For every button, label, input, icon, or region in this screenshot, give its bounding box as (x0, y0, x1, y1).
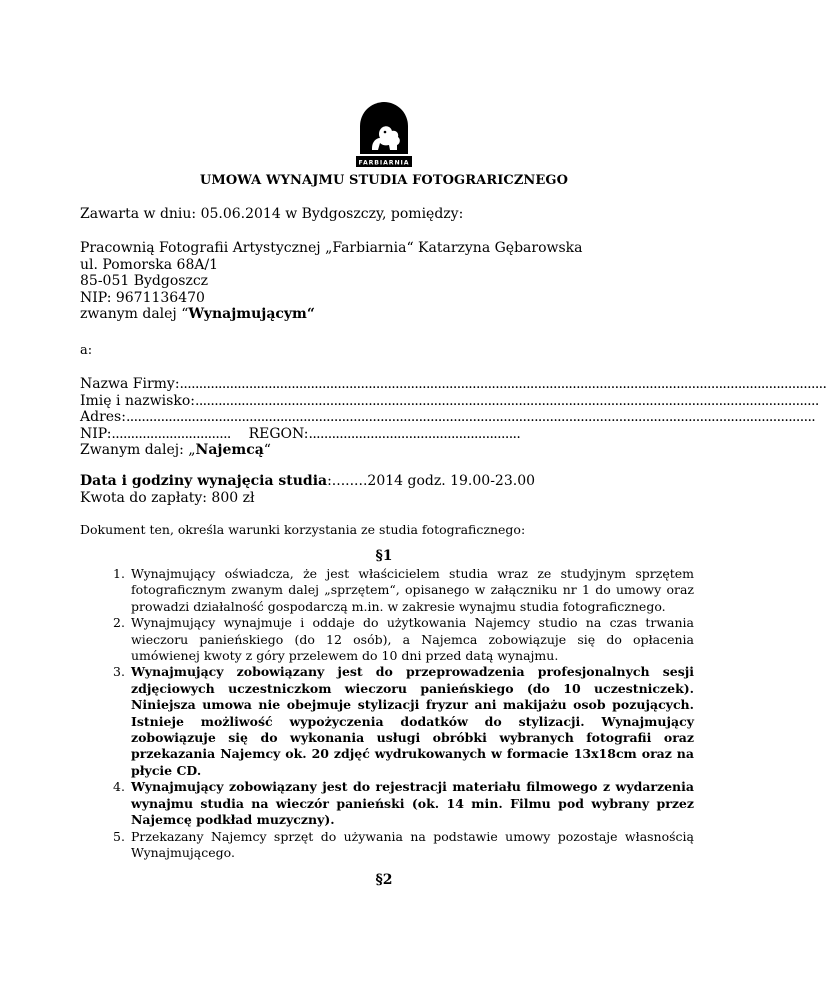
clause-list (80, 566, 694, 861)
lessor-nip: NIP: 9671136470 (80, 289, 205, 306)
logo-text: FARBIARNIA (358, 159, 410, 167)
tenant-called: Zwanym dalej: „Najemcą“ (80, 442, 271, 458)
clause-item: 2. Wynajmujący wynajmuje i oddaje do użytkowania Najemcy studio na czas trwania wieczoru panieńskiego (do 12 osób), a Najemca zobowiązuje się do opłacenia umówienej kwoty z góry przelewem do 10 dni przed datą wynajmu. (113, 615, 694, 664)
concluded-line: Zawarta w dniu: 05.06.2014 w Bydgoszczy, pomiędzy: (80, 206, 464, 222)
lessor-name: Pracownią Fotografii Artystycznej „Farbiarnia“ Katarzyna Gębarowska (80, 240, 583, 256)
tenant-fields (80, 376, 826, 459)
address-field[interactable]: Adres:................................................................................................................................................................................... (80, 409, 816, 425)
rental-date-line (80, 473, 692, 490)
section-1-heading: §1 (375, 548, 393, 564)
tenant-role: Najemcą (195, 442, 264, 458)
a-label: a: (80, 343, 93, 358)
clause-item: 3. Wynajmujący zobowiązany jest do przeprowadzenia profesjonalnych sesji zdjęciowych uczestniczkom wieczoru panieńskiego (do 10 uczestniczek). Niniejsza umowa nie obejmuje stylizacji fryzur ani makijażu osob pozujących. Istnieje możliwość wypożyczenia dodatków do stylizacji. Wynajmujący zobowiązuje się do wykonania usługi obróbki wybranych fotografii oraz przekazania Najemcy ok. 20 zdjęć wydrukowanych w formacie 13x18cm oraz na płycie CD. (113, 664, 694, 778)
section-2-heading: §2 (375, 872, 393, 888)
clause-item: 4. Wynajmujący zobowiązany jest do rejestracji materiału filmowego z wydarzenia wynajmu studia na wieczór panieński (ok. 14 min. Filmu pod wybrany przez Najemcę podkład muzyczny). (113, 779, 694, 828)
clause-item: 1. Wynajmujący oświadcza, że jest właścicielem studia wraz ze studyjnym sprzętem fotograficznym zwanym dalej „sprzętem“, opisanego w załączniku nr 1 do umowy oraz prowadzi działalność gospodarczą m.in. w zakresie wynajmu studia fotograficznego. (113, 566, 694, 614)
lessor-role: Wynajmującym“ (188, 306, 315, 322)
lessor-city: 85-051 Bydgoszcz (80, 273, 209, 289)
rental-date-label: Data i godziny wynajęcia studia (80, 473, 328, 489)
intro-text: Dokument ten, określa warunki korzystania ze studia fotograficznego: (80, 522, 526, 537)
name-field[interactable]: Imię i nazwisko:.................................................................................................................................................................. (80, 392, 819, 409)
rental-date-value: :........2014 godz. 19.00-23.00 (327, 473, 536, 489)
lessor-called: zwanym dalej “Wynajmującym“ (80, 306, 315, 322)
clause-item: 5. Przekazany Najemcy sprzęt do używania na podstawie umowy pozostaje własnością Wynajmującego. (113, 828, 694, 860)
lessor-street: ul. Pomorska 68A/1 (80, 256, 219, 273)
lessor-block (80, 240, 692, 323)
amount-due: Kwota do zapłaty: 800 zł (80, 489, 255, 506)
document-title: UMOWA WYNAJMU STUDIA FOTOGRARICZNEGO (199, 173, 569, 188)
farbiarnia-logo-icon (352, 98, 416, 168)
company-field[interactable]: Nazwa Firmy:........................................................................................................................................................................ (80, 376, 826, 392)
nip-regon-field[interactable]: NIP:............................... REGON:....................................................... (80, 425, 521, 442)
rental-dates (80, 473, 692, 506)
